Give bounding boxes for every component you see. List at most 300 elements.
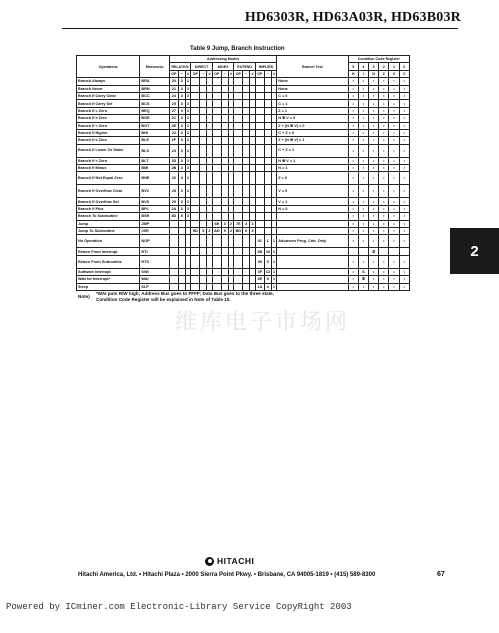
condition-code-cell: • [379,172,389,185]
addressing-cell [243,107,250,114]
addressing-cell: 6 [243,228,250,235]
branch-test-cell [277,283,348,290]
addressing-cell: 2 [186,101,190,106]
addressing-cell [212,137,221,144]
mnemonic-cell: BHI [140,129,169,136]
cc-num: 3 [368,63,378,70]
branch-test-cell [277,248,348,255]
addressing-cell [169,255,178,268]
addressing-cell [178,283,185,290]
condition-code-cell: • [348,100,358,107]
branch-test-cell: Z + (N ⊕ V) = 0 [277,122,348,129]
addressing-cell [255,137,264,144]
addressing-cell [264,185,271,198]
table-row [77,137,410,144]
operation-cell: Branch If Higher [77,129,140,136]
condition-code-cell: • [399,213,409,220]
addressing-cell: 2 [186,158,190,163]
addressing-cell [221,137,228,144]
mnemonic-cell: NOP [140,235,169,248]
condition-code-cell: • [368,78,378,85]
table-row [77,185,410,198]
cc-flag: C [399,70,409,77]
addressing-cell: 21 [169,85,178,92]
addressing-cell: 3 [178,100,185,107]
branch-test-cell: V = 1 [277,198,348,205]
addressing-cell [234,157,243,164]
operation-cell: Software Interrupt [77,268,140,275]
sub-op: OP [171,71,177,76]
condition-code-cell: • [379,220,389,227]
hitachi-logo-icon [205,557,214,566]
addressing-cell [212,248,221,255]
addressing-cell [191,213,200,220]
condition-code-cell: • [368,137,378,144]
branch-test-cell: V = 0 [277,185,348,198]
condition-code-cell: • [399,235,409,248]
note-line-2: Condition Code Register will be explained in Note of Table 10. [96,297,231,302]
col-branch-test: Branch Test [277,56,348,78]
cc-num: 4 [358,63,368,70]
addressing-cell [255,198,264,205]
addressing-cell [255,157,264,164]
sub-op: OP [235,71,241,76]
addressing-cell: 25 [169,100,178,107]
condition-code-cell: • [358,92,368,99]
addressing-cell: 22 [169,129,178,136]
addressing-cell [191,92,200,99]
condition-code-cell: • [348,78,358,85]
cc-flag: H [348,70,358,77]
addressing-cell [178,228,185,235]
addressing-cell [243,172,250,185]
addressing-cell [200,283,207,290]
table-row [77,220,410,227]
addressing-cell: 5 [264,255,271,268]
addressing-cell [255,129,264,136]
addressing-cell [191,172,200,185]
jump-branch-table [76,55,410,291]
addressing-cell [234,107,243,114]
addressing-cell [234,78,243,85]
condition-code-cell: • [358,255,368,268]
condition-code-cell: • [399,205,409,212]
addressing-cell [200,78,207,85]
addressing-cell [221,85,228,92]
addressing-cell [234,235,243,248]
condition-code-cell: • [379,92,389,99]
addressing-cell: 1 [272,270,275,274]
condition-code-cell [358,248,368,255]
condition-code-cell: • [379,276,389,283]
branch-test-cell: Z = 1 [277,107,348,114]
mnemonic-cell: BCS [140,100,169,107]
addressing-cell [243,85,250,92]
addressing-cell [212,185,221,198]
addressing-cell: BD [235,229,242,234]
condition-code-cell: • [368,115,378,122]
addressing-cell: AD [214,229,220,234]
mnemonic-cell: JMP [140,220,169,227]
mnemonic-cell: BNE [140,172,169,185]
addressing-cell [191,129,200,136]
addressing-cell [212,165,221,172]
branch-test-cell: C = 0 [277,92,348,99]
addressing-cell [200,235,207,248]
addressing-cell [191,283,200,290]
addressing-cell [221,144,228,157]
addressing-cell: 12 [265,270,271,274]
mnemonic-cell: BLT [140,157,169,164]
addressing-cell [212,283,221,290]
addressing-cell [191,157,200,164]
addressing-cell [212,92,221,99]
condition-code-cell: • [358,213,368,220]
addressing-cell [234,144,243,157]
condition-code-cell: • [399,220,409,227]
table-row [77,122,410,129]
operation-cell: Branch To Subroutine [77,213,140,220]
addressing-cell [264,115,271,122]
branch-test-cell: Advances Prog. Cntr. Only [277,235,348,248]
condition-code-cell: • [399,129,409,136]
addressing-cell [169,235,178,248]
table-row [77,198,410,205]
operation-cell: Branch If ≤ Zero [77,137,140,144]
addressing-cell [264,213,271,220]
addressing-cell [221,157,228,164]
condition-code-cell [399,248,409,255]
condition-code-cell: • [348,198,358,205]
addressing-cell [243,157,250,164]
addressing-cell [243,100,250,107]
condition-code-cell: • [358,205,368,212]
condition-code-cell: • [389,268,399,275]
condition-code-cell: • [348,92,358,99]
condition-code-cell: • [348,122,358,129]
table-row [77,235,410,248]
addressing-cell [234,172,243,185]
addressing-cell: 3 [178,92,185,99]
addressing-cell: 2 [185,144,191,157]
condition-code-cell: • [368,129,378,136]
condition-code-cell: • [379,198,389,205]
condition-code-cell: • [348,268,358,275]
condition-code-cell: • [399,198,409,205]
addressing-cell [212,157,221,164]
powered-by-footer: Powered by ICminer.com Electronic-Library Service CopyRight 2003 [6,602,352,612]
condition-code-cell: • [348,220,358,227]
condition-code-cell: • [379,157,389,164]
addressing-cell [221,205,228,212]
addressing-cell [178,255,185,268]
sub-op: OP [214,71,220,76]
table-row [77,92,410,99]
addressing-cell [200,157,207,164]
addressing-cell: 2 [186,94,190,99]
cc-flag: I [358,70,368,77]
addressing-cell: 5 [200,228,207,235]
addressing-cell: 5 [221,228,228,235]
addressing-cell [243,213,250,220]
addressing-cell [264,165,271,172]
table-row [77,248,410,255]
addressing-cell: 3 [178,198,185,205]
condition-code-cell: • [358,115,368,122]
branch-test-cell: C + Z = 0 [277,129,348,136]
addressing-cell [234,268,243,275]
condition-code-cell: • [389,85,399,92]
addressing-cell [191,255,200,268]
col-mnemonic: Mnemonic [140,56,169,78]
addressing-cell: 2 [186,207,190,212]
addressing-cell [200,115,207,122]
addressing-cell: 3 [243,220,250,227]
addressing-cell [234,122,243,129]
addressing-cell [255,107,264,114]
addressing-cell [255,205,264,212]
condition-code-cell: • [348,276,358,283]
branch-test-cell: N ⊕ V = 1 [277,157,348,164]
condition-code-cell: • [389,107,399,114]
addressing-cell: 24 [169,92,178,99]
addressing-cell [200,268,207,275]
footer-address: Hitachi America, Ltd. • Hitachi Plaza • 2000 Sierra Point Pkwy. • Brisbane, CA 94005-1819 • (415) 589-8300 [78,572,376,578]
page-header-title: HD6303R, HD63A03R, HD63B03R [244,10,461,25]
addressing-cell [234,137,243,144]
condition-code-cell: • [389,235,399,248]
addressing-cell [212,122,221,129]
condition-code-cell: • [379,144,389,157]
condition-code-cell: • [368,157,378,164]
addressing-cell: 1 [272,249,275,254]
mnemonic-cell: BRA [140,78,169,85]
addressing-cell [264,198,271,205]
table-row [77,205,410,212]
condition-code-cell: • [389,220,399,227]
condition-code-cell: • [379,283,389,290]
addressing-cell: 39 [255,255,264,268]
addressing-cell [255,185,264,198]
addressing-cell [243,205,250,212]
condition-code-cell: • [348,115,358,122]
mnemonic-cell: BMI [140,165,169,172]
addressing-cell [243,165,250,172]
addressing-cell [243,248,250,255]
addressing-cell [221,107,228,114]
addressing-cell [243,235,250,248]
condition-code-cell: • [368,198,378,205]
note-label: Note) [78,294,90,299]
addressing-cell [221,100,228,107]
condition-code-cell: ⑥ [358,276,368,283]
sub-hash: # [272,71,275,76]
condition-code-cell: • [358,172,368,185]
branch-test-cell [277,276,348,283]
condition-code-cell: • [399,157,409,164]
condition-code-cell: • [379,205,389,212]
addressing-cell [200,213,207,220]
addressing-cell [212,268,221,275]
condition-code-cell: • [379,213,389,220]
condition-code-cell: • [389,228,399,235]
addressing-cell: 3 [178,157,185,164]
condition-code-cell: • [399,276,409,283]
addressing-cell [234,92,243,99]
addressing-cell [191,276,200,283]
addressing-cell [212,129,221,136]
addressing-cell [234,255,243,268]
col-operations: Operations [77,56,140,78]
condition-code-cell: • [358,235,368,248]
addressing-cell [178,235,185,248]
condition-code-cell: S [358,268,368,275]
branch-test-cell: C + Z = 1 [277,144,348,157]
addressing-cell [212,276,221,283]
condition-code-cell: • [358,185,368,198]
condition-code-cell: • [368,172,378,185]
operation-cell: Return From Subroutine [77,255,140,268]
mnemonic-cell: SWI [140,268,169,275]
condition-code-cell: • [379,228,389,235]
condition-code-cell: • [379,235,389,248]
addressing-cell: 3 [178,185,185,198]
addressing-cell: 1 [272,284,275,289]
addressing-cell: 6E [212,220,221,227]
addressing-cell [234,115,243,122]
addressing-cell: 2 [186,108,190,113]
mnemonic-cell: BLS [140,144,169,157]
addressing-cell [221,255,228,268]
addressing-cell [264,107,271,114]
addressing-cell [212,107,221,114]
condition-code-cell: • [348,185,358,198]
addressing-cell [191,122,200,129]
condition-code-cell: • [379,100,389,107]
condition-code-cell: • [399,78,409,85]
condition-code-cell: • [389,165,399,172]
condition-code-cell: • [368,213,378,220]
addressing-cell: 3 [178,129,185,136]
addressing-cell: 2 [186,123,190,128]
condition-code-cell: • [368,276,378,283]
addressing-cell [212,172,221,185]
condition-code-cell: ⑤ [368,248,378,255]
cc-flag: Z [379,70,389,77]
branch-test-cell: None [277,78,348,85]
addressing-cell: 27 [169,107,178,114]
addressing-cell [264,122,271,129]
addressing-cell [200,122,207,129]
operation-cell: Branch If Overflow Set [77,198,140,205]
mnemonic-cell: RTI [140,248,169,255]
condition-code-cell: • [348,213,358,220]
addressing-cell: 3 [178,205,185,212]
condition-code-cell: • [389,92,399,99]
condition-code-cell: • [399,165,409,172]
addressing-cell [243,276,250,283]
condition-code-cell: • [368,165,378,172]
addressing-cell [243,122,250,129]
sub-hash: # [208,71,211,76]
condition-code-cell: • [379,165,389,172]
condition-code-cell: • [358,165,368,172]
addressing-cell [264,228,271,235]
addressing-cell: 1 [271,255,277,268]
addressing-cell: 3F [255,268,264,275]
addressing-cell [212,115,221,122]
condition-code-cell: • [399,283,409,290]
addressing-cell: 2 [185,172,191,185]
addressing-cell: 3B [255,248,264,255]
addressing-cell [221,283,228,290]
condition-code-cell: • [368,228,378,235]
addressing-cell [221,115,228,122]
condition-code-cell: • [358,78,368,85]
condition-code-cell: • [399,144,409,157]
addressing-cell: 9D [191,228,200,235]
table-row [77,85,410,92]
condition-code-cell: • [399,255,409,268]
condition-code-cell: • [399,100,409,107]
mnemonic-cell: BVC [140,185,169,198]
operation-cell: Branch If Overflow Clear [77,185,140,198]
addressing-cell: 3 [251,229,254,234]
operation-cell: Branch If < Zero [77,157,140,164]
addressing-cell [200,107,207,114]
addressing-cell [200,144,207,157]
condition-code-cell: • [348,129,358,136]
condition-code-cell: • [348,228,358,235]
addressing-cell: 3 [178,122,185,129]
addressing-cell [264,85,271,92]
condition-code-cell: • [358,137,368,144]
mnemonic-cell: BGE [140,115,169,122]
condition-code-cell: • [389,100,399,107]
addressing-cell: 2 [185,185,191,198]
mnemonic-cell: BSR [140,213,169,220]
addressing-cell: 2 [186,116,190,121]
cc-num: 5 [348,63,358,70]
addressing-cell [264,78,271,85]
addressing-cell [212,255,221,268]
table-body [77,78,410,291]
condition-code-cell: • [368,85,378,92]
table-row [77,100,410,107]
condition-code-cell: • [348,144,358,157]
condition-code-cell: • [389,276,399,283]
condition-code-cell: • [348,165,358,172]
condition-code-cell: • [348,205,358,212]
addressing-cell: 5 [178,213,185,220]
mnemonic-cell: BEQ [140,107,169,114]
sub-hash: # [229,71,232,76]
sub-hash: # [187,71,189,76]
addressing-cell [178,268,185,275]
addressing-cell [191,107,200,114]
condition-code-cell: • [368,144,378,157]
addressing-cell [191,137,200,144]
addressing-cell [243,185,250,198]
addressing-cell: 1 [271,235,277,248]
addressing-cell [200,255,207,268]
operation-cell: Branch If = Zero [77,107,140,114]
branch-test-cell [277,228,348,235]
branch-test-cell: Z + (N ⊕ V) = 1 [277,137,348,144]
table-row [77,255,410,268]
table-row [77,283,410,290]
condition-code-cell: • [368,100,378,107]
